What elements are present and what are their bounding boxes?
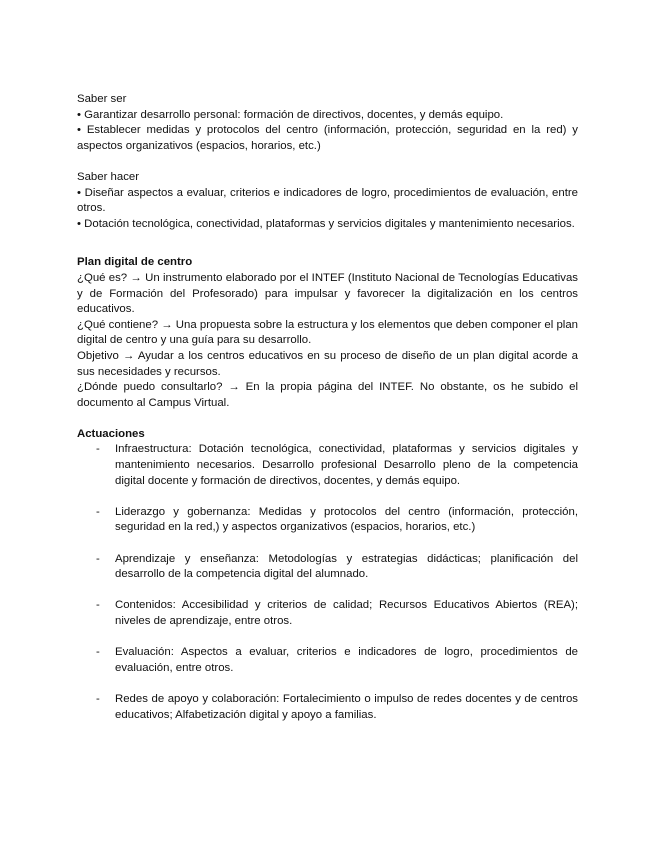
- list-item: [77, 505, 578, 536]
- dash-marker: -: [96, 505, 100, 518]
- dash-marker: -: [96, 443, 100, 456]
- list-item-text: Aprendizaje y enseñanza: Metodologías y estrategias didácticas; planificación del desarrollo de la competencia digital del alumnado.: [115, 552, 578, 581]
- spacer: [77, 411, 578, 427]
- spacer: [77, 232, 578, 255]
- list-item-text: Infraestructura: Dotación tecnológica, conectividad, plataformas y servicios digitales y mantenimiento necesarios. Desarrollo profesional Desarrollo pleno de la competencia digital docente y formación de directivos, docentes, y demás equipo.: [115, 443, 578, 487]
- list-item-text: Redes de apoyo y colaboración: Fortalecimiento o impulso de redes docentes y de centros educativos; Alfabetización digital y apoyo a familias.: [115, 692, 578, 721]
- dash-marker: -: [96, 692, 100, 705]
- list-item: [77, 598, 578, 629]
- plan-paragraph-objetivo: Objetivo → Ayudar a los centros educativos en su proceso de diseño de un plan digital acorde a sus necesidades y recursos.: [77, 349, 578, 378]
- plan-paragraph-contiene: ¿Qué contiene? → Una propuesta sobre la estructura y los elementos que deben componer el plan digital de centro y una guía para su desarrollo.: [77, 318, 578, 347]
- saber-ser-item: • Establecer medidas y protocolos del centro (información, protección, seguridad en la red) y aspectos organizativos (espacios, horarios, etc.): [77, 124, 578, 152]
- list-item: [77, 442, 578, 489]
- saber-ser-item: • Garantizar desarrollo personal: formación de directivos, docentes, y demás equipo.: [77, 108, 504, 121]
- list-item-text: Evaluación: Aspectos a evaluar, criterios e indicadores de logro, procedimientos de evaluación, entre otros.: [115, 646, 578, 674]
- list-item: [77, 552, 578, 583]
- plan-paragraph-consultar: ¿Dónde puedo consultarlo? → En la propia página del INTEF. No obstante, os he subido el documento al Campus Virtual.: [77, 381, 578, 409]
- saber-hacer-item: • Diseñar aspectos a evaluar, criterios e indicadores de logro, procedimientos de evaluación, entre otros.: [77, 186, 578, 215]
- plan-paragraph-que-es: ¿Qué es? → Un instrumento elaborado por el INTEF (Instituto Nacional de Tecnologías Educativas y de Formación del Profesorado) para impulsar y favorecer la digitalización en los centros educativos.: [77, 271, 578, 316]
- list-item: [77, 645, 578, 676]
- actuaciones-heading: Actuaciones: [77, 427, 145, 440]
- list-item: [77, 692, 578, 723]
- document-page: [77, 92, 578, 739]
- dash-marker: -: [96, 599, 100, 612]
- dash-marker: -: [96, 552, 100, 565]
- saber-ser-heading: Saber ser: [77, 93, 127, 105]
- saber-hacer-item: • Dotación tecnológica, conectividad, plataformas y servicios digitales y mantenimiento necesarios.: [77, 217, 575, 230]
- list-item-text: Liderazgo y gobernanza: Medidas y protocolos del centro (información, protección, seguridad en la red,) y aspectos organizativos (espacios, horarios, etc.): [115, 505, 578, 534]
- spacer: [77, 154, 578, 170]
- list-item-text: Contenidos: Accesibilidad y criterios de calidad; Recursos Educativos Abiertos (REA); niveles de aprendizaje, entre otros.: [115, 599, 578, 627]
- plan-heading: Plan digital de centro: [77, 256, 193, 269]
- saber-hacer-heading: Saber hacer: [77, 170, 140, 183]
- dash-marker: -: [96, 646, 100, 659]
- actuaciones-list: [77, 442, 578, 723]
